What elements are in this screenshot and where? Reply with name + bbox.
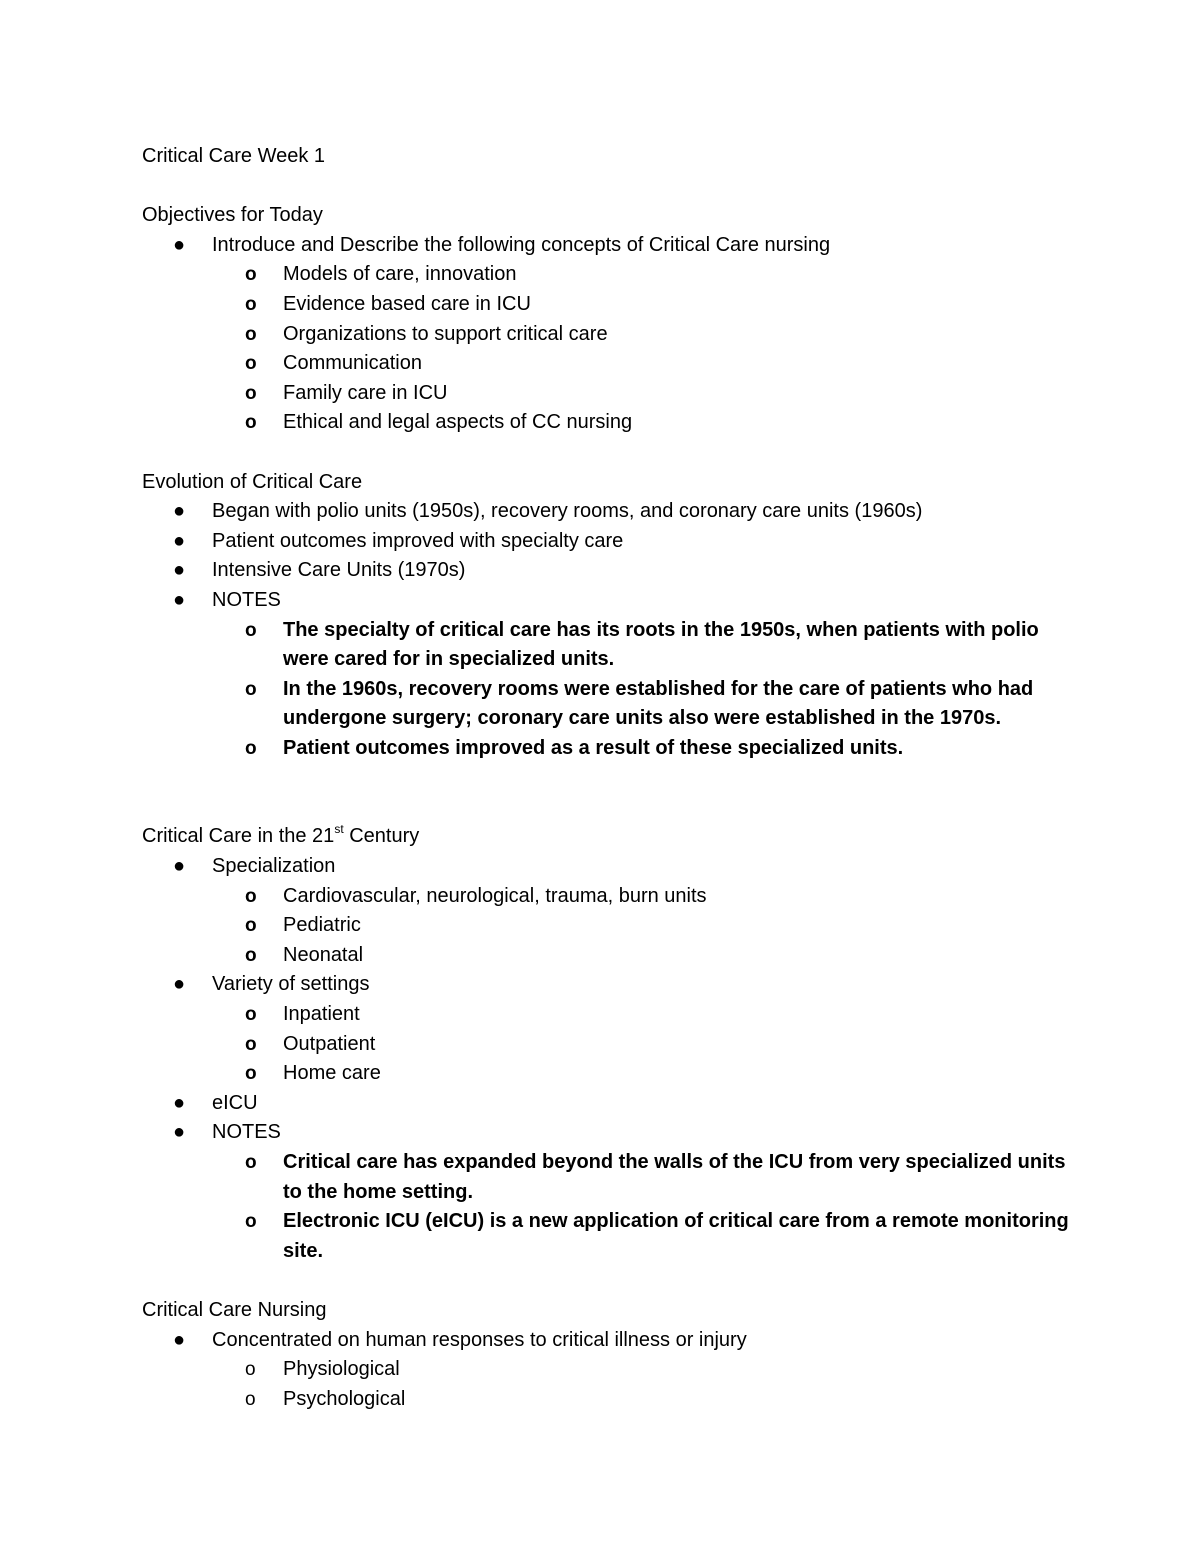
sub-bullet-icon: o [245, 1359, 256, 1381]
sub-bullet-icon: o [245, 264, 257, 286]
note-item: o The specialty of critical care has its roots in the 1950s, when patients with polio were cared for in specialized units. [142, 616, 1082, 675]
note-item: o In the 1960s, recovery rooms were established for the care of patients who had undergone surgery; coronary care units also were established in the 1970s. [142, 675, 1082, 734]
list-item: o Evidence based care in ICU [142, 290, 1082, 320]
sub-bullet-icon: o [245, 1004, 257, 1026]
list-item: o Family care in ICU [142, 379, 1082, 409]
sub-bullet-icon: o [245, 293, 257, 315]
sub-bullet-icon: o [245, 885, 257, 907]
list-item: o Communication [142, 349, 1082, 379]
list-item: o Pediatric [142, 911, 1082, 941]
bullet-icon: ● [173, 1328, 186, 1351]
list-item: o Home care [142, 1059, 1082, 1089]
list-item: ● Specialization [142, 852, 1082, 882]
list-item: o Ethical and legal aspects of CC nursing [142, 408, 1082, 438]
bullet-icon: ● [173, 973, 186, 996]
list-item: o Psychological [142, 1385, 1082, 1415]
document-title: Critical Care Week 1 [142, 145, 326, 167]
nursing-heading: Critical Care Nursing [142, 1298, 327, 1321]
list-item: ● eICU [142, 1089, 1082, 1119]
sub-bullet-icon: o [245, 353, 257, 375]
bullet-icon: ● [173, 1121, 186, 1144]
list-item: o Neonatal [142, 941, 1082, 971]
list-item: o Organizations to support critical care [142, 320, 1082, 350]
note-item: o Electronic ICU (eICU) is a new application of critical care from a remote monitoring site. [142, 1207, 1082, 1266]
bullet-icon: ● [173, 855, 186, 878]
sub-bullet-icon: o [245, 678, 257, 700]
list-item: o Physiological [142, 1355, 1082, 1385]
sub-bullet-icon: o [245, 1211, 257, 1233]
sub-bullet-icon: o [245, 1063, 257, 1085]
list-item: ● NOTES [142, 1118, 1082, 1148]
sub-bullet-icon: o [245, 1388, 256, 1410]
century-heading: Critical Care in the 21st Century [142, 822, 420, 848]
sub-bullet-icon: o [245, 412, 257, 434]
bullet-icon: ● [173, 529, 186, 552]
bullet-icon: ● [173, 588, 186, 611]
bullet-icon: ● [173, 500, 186, 523]
list-item: o Models of care, innovation [142, 260, 1082, 290]
sub-bullet-icon: o [245, 1033, 257, 1055]
list-item: ● Intensive Care Units (1970s) [142, 556, 1082, 586]
list-item: ● Patient outcomes improved with specialty care [142, 527, 1082, 557]
note-item: o Critical care has expanded beyond the walls of the ICU from very specialized units to the home setting. [142, 1148, 1082, 1207]
sub-bullet-icon: o [245, 915, 257, 937]
list-item: ● Began with polio units (1950s), recovery rooms, and coronary care units (1960s) [142, 497, 1082, 527]
bullet-icon: ● [173, 559, 186, 582]
document-content [142, 142, 1082, 1414]
note-item: o Patient outcomes improved as a result of these specialized units. [142, 734, 1082, 764]
sub-bullet-icon: o [245, 944, 257, 966]
bullet-icon: ● [173, 1091, 186, 1114]
list-item: o Cardiovascular, neurological, trauma, burn units [142, 882, 1082, 912]
list-item: o Outpatient [142, 1030, 1082, 1060]
list-item: ● Variety of settings [142, 970, 1082, 1000]
sub-bullet-icon: o [245, 737, 257, 759]
sub-bullet-icon: o [245, 1152, 257, 1173]
sub-bullet-icon: o [245, 323, 257, 345]
list-item: ● Concentrated on human responses to critical illness or injury [142, 1326, 1082, 1356]
list-item: ● NOTES [142, 586, 1082, 616]
list-item: o Inpatient [142, 1000, 1082, 1030]
sub-bullet-icon: o [245, 619, 257, 641]
evolution-heading: Evolution of Critical Care [142, 470, 363, 493]
sub-bullet-icon: o [245, 382, 257, 404]
bullet-icon: ● [173, 233, 186, 256]
list-item: ● Introduce and Describe the following concepts of Critical Care nursing [142, 231, 1082, 261]
objectives-heading: Objectives for Today [142, 204, 323, 227]
